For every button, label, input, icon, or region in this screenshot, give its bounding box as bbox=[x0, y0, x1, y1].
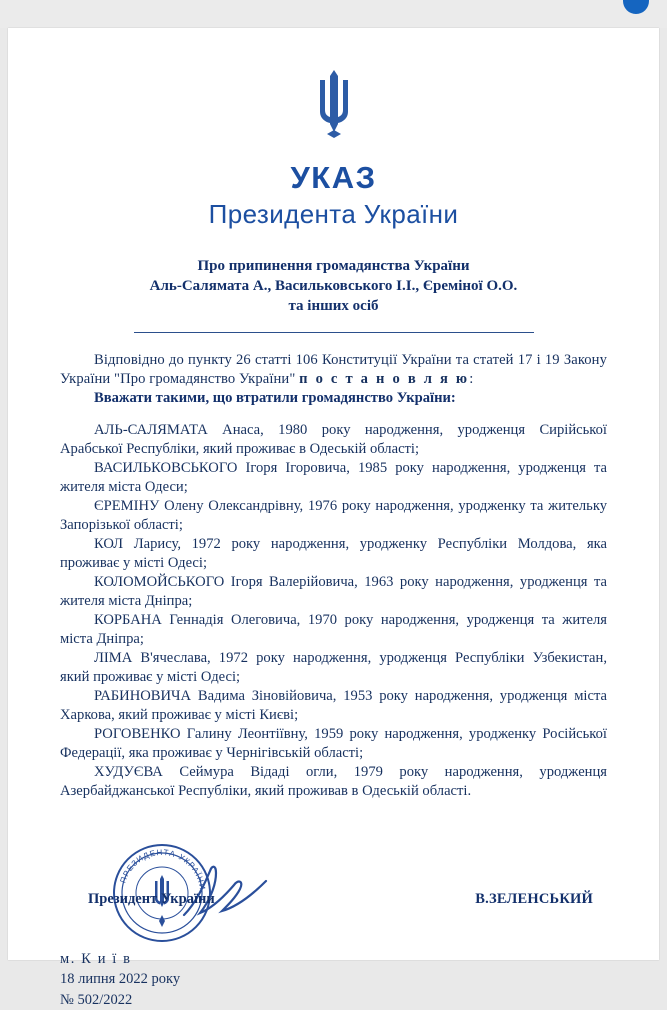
blue-circle-badge bbox=[623, 0, 649, 14]
page-subtitle: Президента України bbox=[208, 198, 459, 229]
signatory-title: Президент України bbox=[88, 890, 215, 907]
subject-line-1: Про припинення громадянства України bbox=[197, 257, 470, 274]
list-item: ВАСИЛЬКОВСЬКОГО Ігоря Ігоровича, 1985 року народження, уродженця та жителя міста Одеси; bbox=[60, 460, 607, 496]
list-item: КОРБАНА Геннадія Олеговича, 1970 року народження, уродженця та жителя міста Дніпра; bbox=[60, 611, 607, 647]
subject-line-2: Аль-Салямата А., Васильковського І.І., Єреміної О.О. bbox=[149, 277, 518, 294]
preamble-text-after: : bbox=[469, 371, 474, 388]
document-footer bbox=[60, 949, 607, 1010]
document-body bbox=[60, 351, 607, 800]
horizontal-divider bbox=[134, 332, 534, 333]
footer-date: 18 липня 2022 року bbox=[60, 971, 181, 988]
preamble-paragraph bbox=[60, 351, 607, 389]
list-item: КОЛ Ларису, 1972 року народження, уродженку Республіки Молдова, яка проживає у місті Одесі; bbox=[60, 536, 607, 571]
signature-block bbox=[60, 841, 607, 931]
list-item: РОГОВЕНКО Галину Леонтіївну, 1959 року народження, уродженку Російської Федерації, яка проживає у Чернігівській області; bbox=[60, 725, 607, 761]
preamble-text-before: Відповідно до пункту 26 статті 106 Конституції України та статей 17 і 19 Закону України "Про громадянство України" bbox=[60, 352, 607, 388]
document-title-block bbox=[8, 162, 659, 230]
persons-list bbox=[60, 421, 607, 800]
list-item: ХУДУЄВА Сеймура Відаді огли, 1979 року народження, уродженця Азербайджанської Республіки, який проживав в Одеській області. bbox=[60, 763, 607, 799]
page-title: УКАЗ bbox=[290, 160, 377, 195]
preamble-spaced-word: п о с т а н о в л я ю bbox=[299, 371, 470, 388]
list-item: ЄРЕМІНУ Олену Олександрівну, 1976 року народження, уродженку та жительку Запорізької області; bbox=[60, 498, 607, 534]
list-item: РАБИНОВИЧА Вадима Зіновійовича, 1953 року народження, уродженця міста Харкова, який проживає у місті Києві; bbox=[60, 687, 607, 723]
footer-city: м. К и ї в bbox=[60, 950, 132, 967]
ukraine-trident-emblem bbox=[307, 68, 361, 140]
document-subject bbox=[114, 256, 554, 317]
list-item: АЛЬ-САЛЯМАТА Анаса, 1980 року народження, уродженця Сирійської Арабської Республіки, який проживає в Одеській області; bbox=[60, 422, 607, 458]
footer-number: № 502/2022 bbox=[60, 991, 133, 1008]
list-item: ЛІМА В'ячеслава, 1972 року народження, уродженця Республіки Узбекистан, який проживає у місті Одесі; bbox=[60, 649, 607, 685]
body-heading: Вважати такими, що втратили громадянство України: bbox=[94, 390, 456, 407]
list-item: КОЛОМОЙСЬКОГО Ігоря Валерійовича, 1963 року народження, уродженця та жителя міста Дніпра; bbox=[60, 573, 607, 609]
subject-line-3: та інших осіб bbox=[288, 298, 379, 315]
svg-text:ПРЕЗИДЕНТА УКРАЇНИ: ПРЕЗИДЕНТА УКРАЇНИ bbox=[118, 847, 207, 891]
signatory-name: В.ЗЕЛЕНСЬКИЙ bbox=[475, 890, 593, 907]
window-top-strip bbox=[0, 0, 667, 28]
document-page bbox=[8, 28, 659, 1008]
